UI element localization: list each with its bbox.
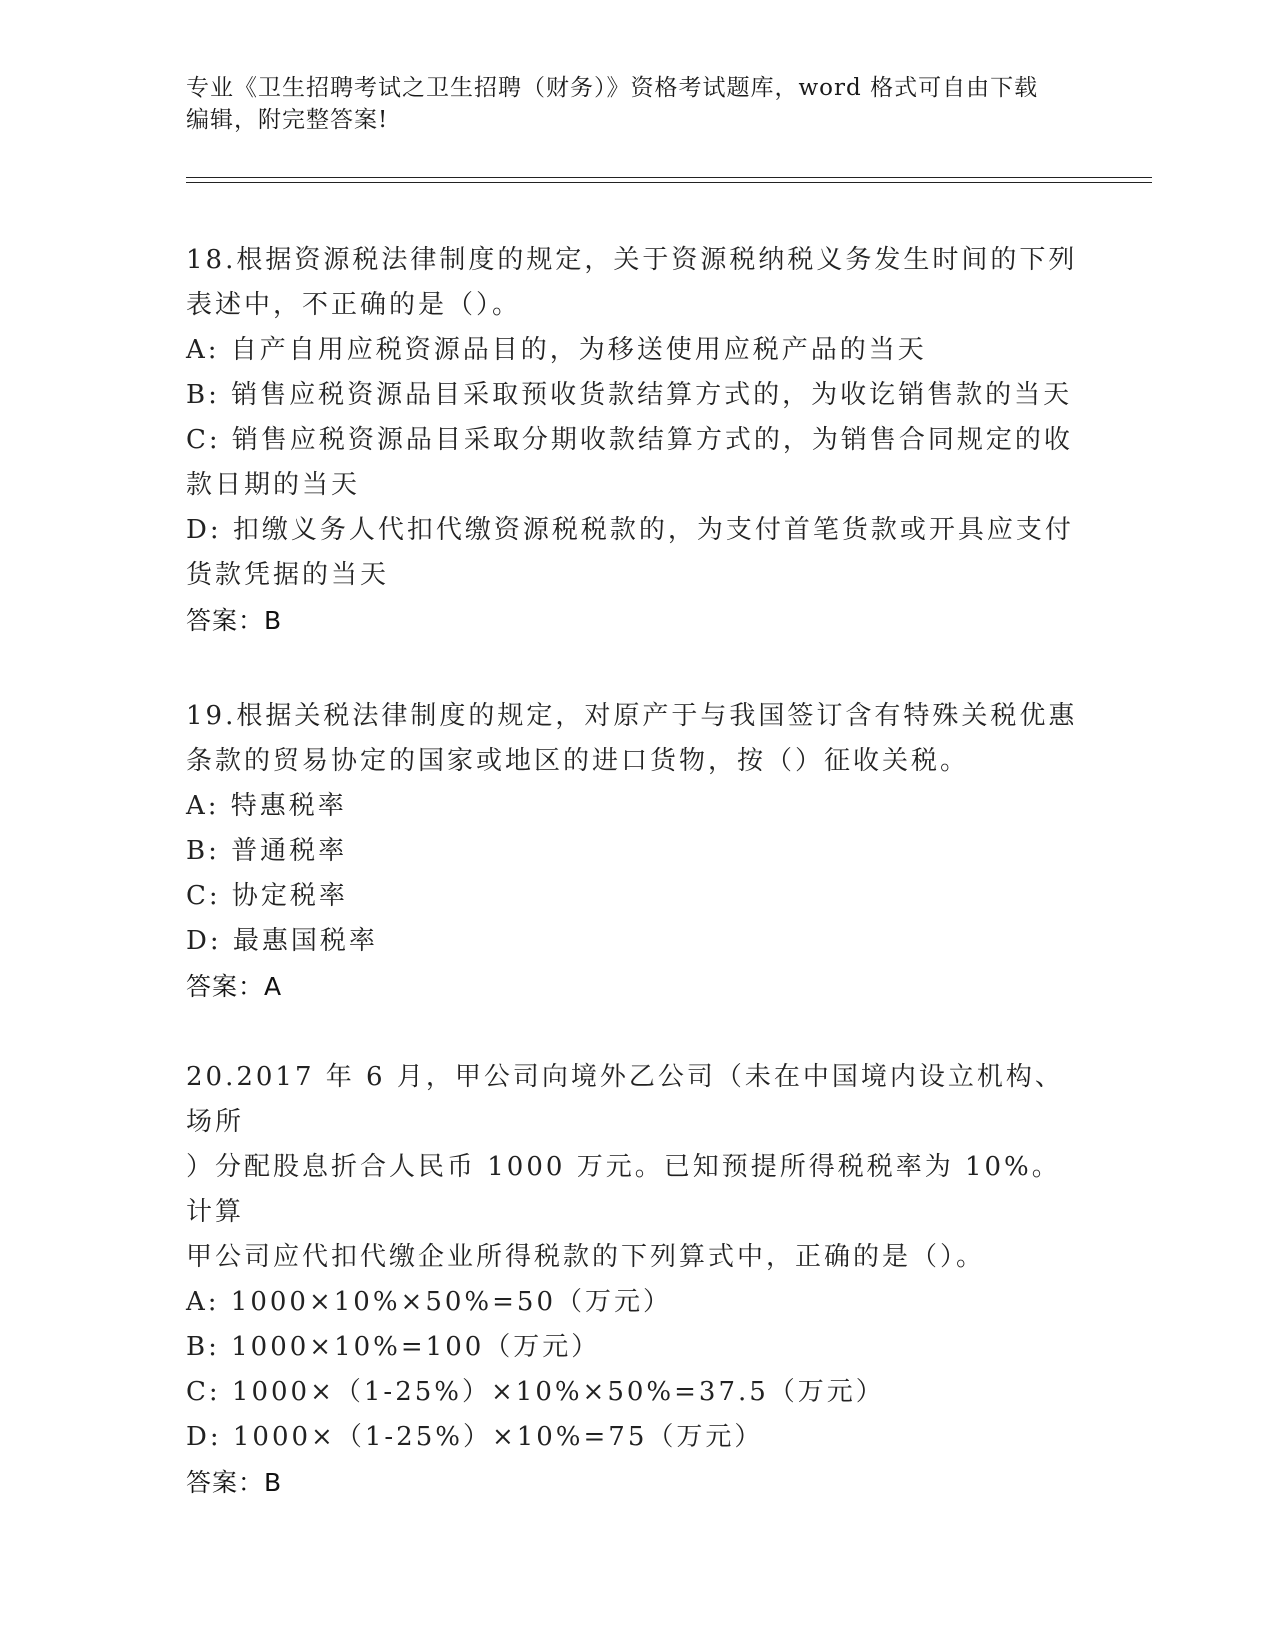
option-d: D: 扣缴义务人代扣代缴资源税税款的，为支付首笔货款或开具应支付 <box>186 515 1074 545</box>
option-c: C: 1000×（1-25%）×10%×50%=37.5（万元） <box>186 1377 885 1407</box>
option-d: D: 1000×（1-25%）×10%=75（万元） <box>186 1422 764 1452</box>
header-divider-top <box>186 177 1152 178</box>
question-stem-line: ）分配股息折合人民币 1000 万元。已知预提所得税税率为 10%。计算 <box>186 1152 1061 1227</box>
option-a: A: 1000×10%×50%=50（万元） <box>186 1287 672 1317</box>
header-line-1: 专业《卫生招聘考试之卫生招聘（财务）》资格考试题库，word 格式可自由下载 <box>186 75 1039 101</box>
question-stem-line: 18.根据资源税法律制度的规定，关于资源税纳税义务发生时间的下列 <box>186 245 1078 275</box>
question-20 <box>186 1055 1086 1505</box>
option-a: A: 特惠税率 <box>186 791 347 821</box>
option-b: B: 1000×10%=100（万元） <box>186 1332 601 1362</box>
question-stem-line: 条款的贸易协定的国家或地区的进口货物，按（）征收关税。 <box>186 746 970 776</box>
option-a: A: 自产自用应税资源品目的，为移送使用应税产品的当天 <box>186 335 927 365</box>
question-19 <box>186 694 1086 1009</box>
answer-label: 答案：B <box>186 606 283 635</box>
option-c: C: 销售应税资源品目采取分期收款结算方式的，为销售合同规定的收 <box>186 425 1073 455</box>
header-line-2: 编辑，附完整答案! <box>186 107 389 133</box>
question-stem-line: 20.2017 年 6 月，甲公司向境外乙公司（未在中国境内设立机构、场所 <box>186 1062 1064 1137</box>
option-b: B: 销售应税资源品目采取预收货款结算方式的，为收讫销售款的当天 <box>186 380 1073 410</box>
document-header <box>186 72 1066 136</box>
option-b: B: 普通税率 <box>186 836 348 866</box>
option-d: D: 最惠国税率 <box>186 926 378 956</box>
question-stem-line: 甲公司应代扣代缴企业所得税款的下列算式中，正确的是（）。 <box>186 1242 986 1272</box>
option-c-continued: 款日期的当天 <box>186 470 361 500</box>
question-stem-line: 表述中，不正确的是（）。 <box>186 290 522 320</box>
question-stem-line: 19.根据关税法律制度的规定，对原产于与我国签订含有特殊关税优惠 <box>186 701 1078 731</box>
answer-label: 答案：A <box>186 972 283 1001</box>
option-c: C: 协定税率 <box>186 881 348 911</box>
option-d-continued: 货款凭据的当天 <box>186 560 390 590</box>
answer-label: 答案：B <box>186 1468 283 1497</box>
question-18 <box>186 238 1086 643</box>
header-divider-bottom <box>186 182 1152 183</box>
